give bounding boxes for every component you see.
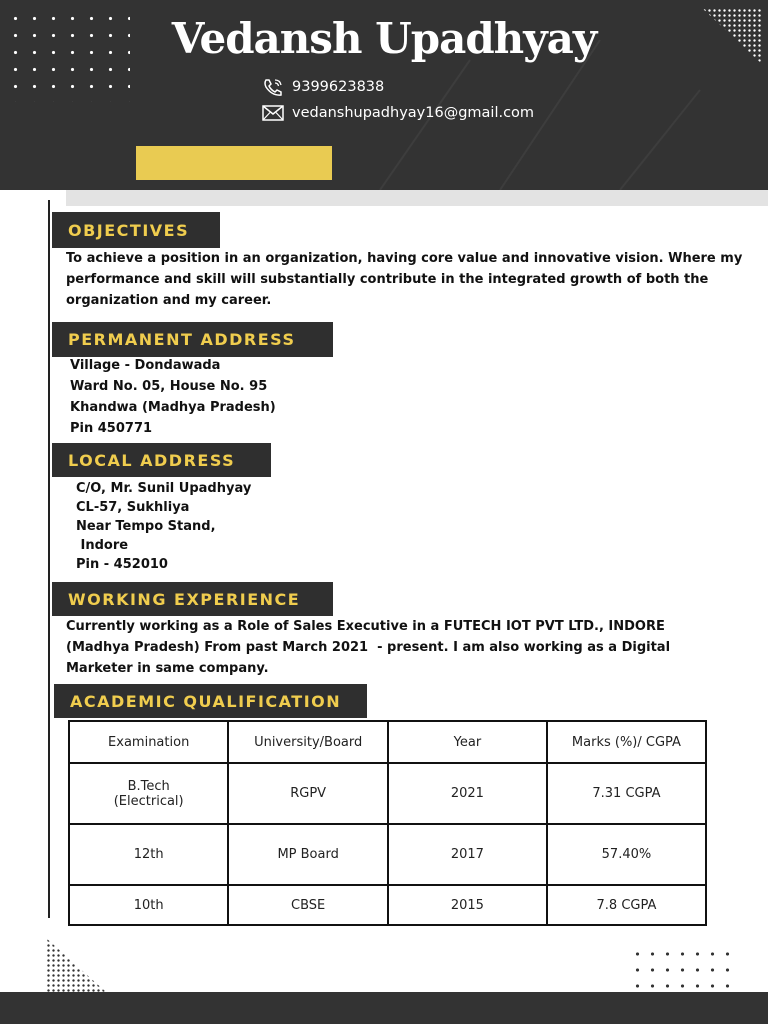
column-header: University/Board (228, 721, 388, 763)
table-header-row (69, 721, 706, 763)
board-cell: CBSE (228, 885, 388, 925)
column-header: Marks (%)/ CGPA (547, 721, 706, 763)
header-shadow-strip (66, 190, 768, 206)
column-header: Examination (69, 721, 228, 763)
academic-table (68, 720, 707, 926)
phone-number: 9399623838 (292, 79, 385, 95)
year-cell: 2021 (388, 763, 547, 824)
candidate-name: Vedansh Upadhyay (171, 14, 597, 63)
header-banner (0, 0, 768, 190)
exam-cell: 10th (69, 885, 228, 925)
working-experience-text: Currently working as a Role of Sales Executive in a FUTECH IOT PVT LTD., INDORE (Madhya Pradesh) From past March 2021 - present. I am also working as a Digital Marketer in same company. (66, 619, 671, 676)
left-timeline-line (48, 200, 50, 918)
marks-cell: 7.8 CGPA (547, 885, 706, 925)
exam-cell: 12th (69, 824, 228, 885)
local-address-block: C/O, Mr. Sunil Upadhyay CL-57, Sukhliya Near Tempo Stand, Indore Pin - 452010 (76, 481, 252, 572)
dot-pattern-bottom-right (630, 946, 738, 998)
permanent-address-block: Village - Dondawada Ward No. 05, House No. 95 Khandwa (Madhya Pradesh) Pin 450771 (70, 358, 276, 436)
local-address-heading: LOCAL ADDRESS (52, 443, 271, 477)
accent-bar (136, 146, 332, 180)
table-row (69, 763, 706, 824)
board-cell: MP Board (228, 824, 388, 885)
phone-icon (262, 78, 284, 96)
objectives-text: To achieve a position in an organization, having core value and innovative vision. Where my performance and skill will substantially contribute in the integrated growth of both the organization and my career. (66, 251, 743, 308)
email-row (262, 104, 534, 122)
year-cell: 2017 (388, 824, 547, 885)
phone-row (262, 78, 384, 96)
footer-bar (0, 992, 768, 1024)
marks-cell: 7.31 CGPA (547, 763, 706, 824)
year-cell: 2015 (388, 885, 547, 925)
permanent-address-heading: PERMANENT ADDRESS (52, 322, 333, 357)
email-address: vedanshupadhyay16@gmail.com (292, 105, 535, 121)
table-row (69, 824, 706, 885)
table-row (69, 885, 706, 925)
working-experience-heading: WORKING EXPERIENCE (52, 582, 333, 616)
dot-pattern-bottom-left (46, 938, 106, 992)
board-cell: RGPV (228, 763, 388, 824)
objectives-heading: OBJECTIVES (52, 212, 220, 248)
mail-icon (262, 104, 284, 122)
academic-qualification-heading: ACADEMIC QUALIFICATION (54, 684, 367, 718)
exam-cell: B.Tech (Electrical) (69, 763, 228, 824)
marks-cell: 57.40% (547, 824, 706, 885)
column-header: Year (388, 721, 547, 763)
